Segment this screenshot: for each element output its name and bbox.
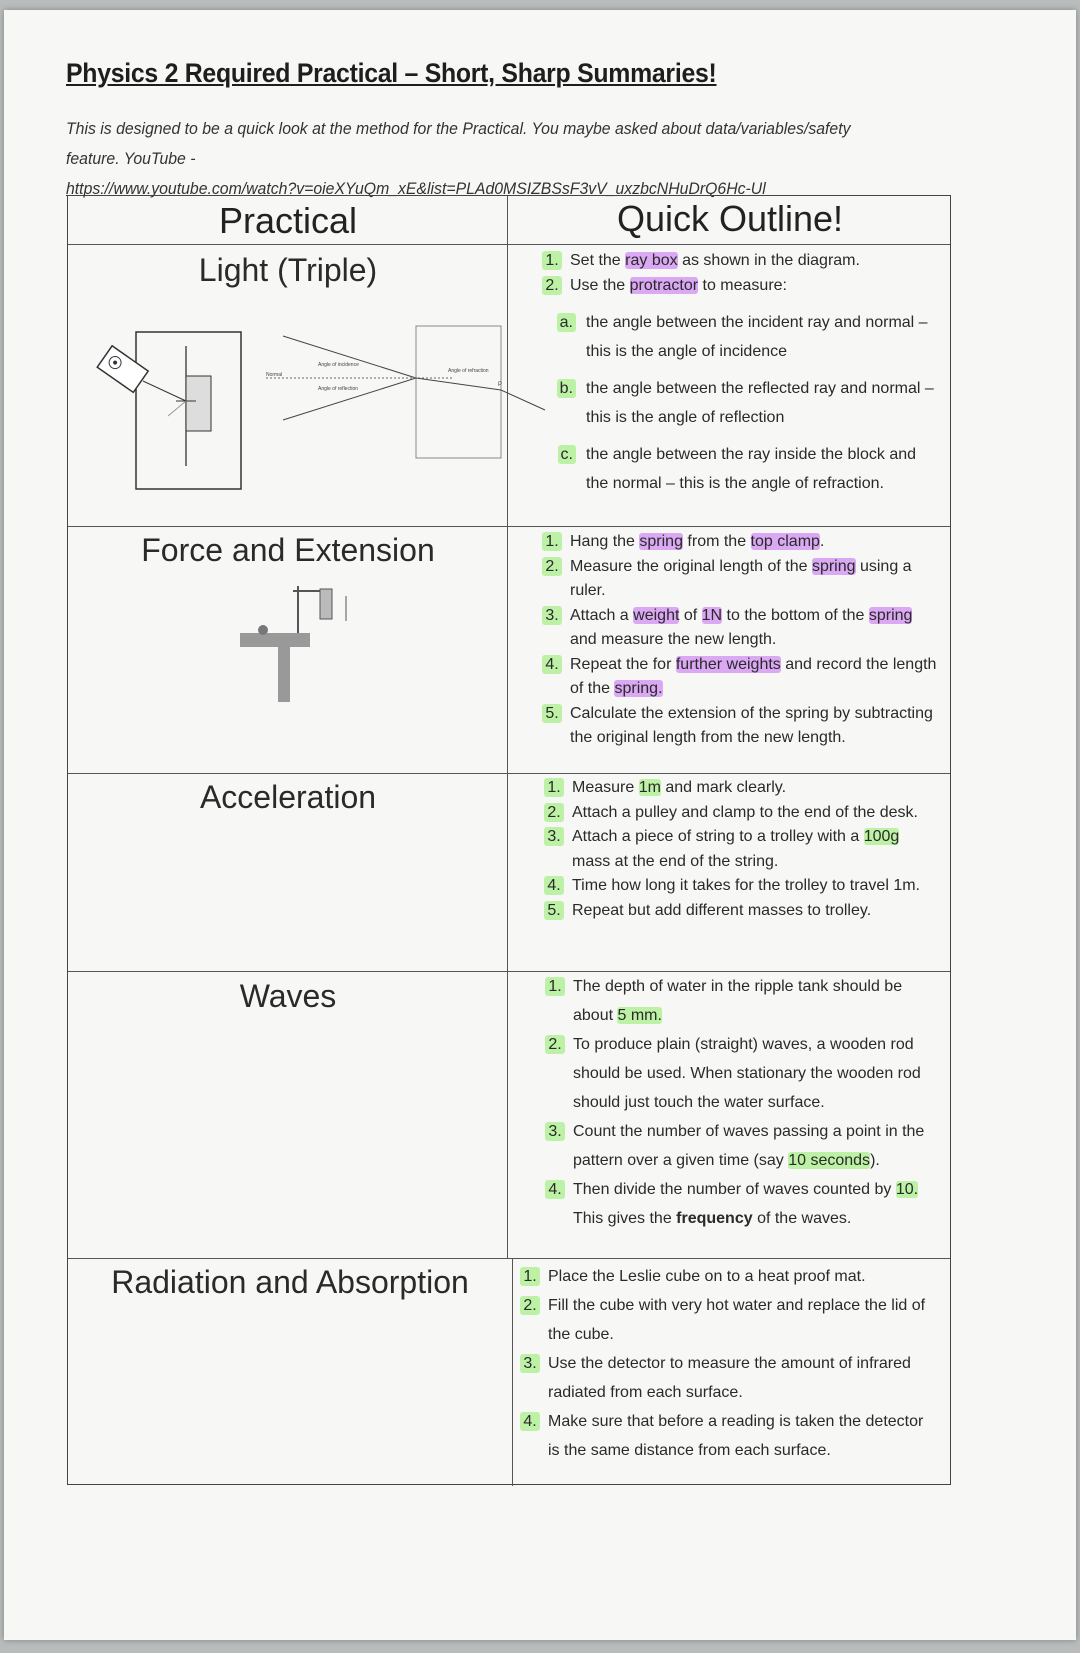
step-text-segment: Make sure that before a reading is taken the detector is the same distance from each surface.	[548, 1413, 924, 1459]
step-text-segment: Time how long it takes for the trolley to travel 1m.	[572, 877, 920, 894]
row-title-force-extension: Force and Extension	[141, 532, 435, 568]
step-number	[540, 899, 572, 924]
step-text	[572, 776, 940, 801]
step-number-text: 4.	[545, 1180, 564, 1199]
steps-waves	[541, 972, 946, 1233]
radiation-step	[516, 1291, 936, 1349]
step-text-segment: of	[679, 606, 702, 624]
step-number	[538, 530, 570, 555]
step-text-segment: Set the	[570, 252, 626, 269]
step-text-segment: Attach a	[570, 606, 634, 624]
highlighted-term: protractor	[629, 277, 699, 294]
acceleration-step	[540, 874, 940, 899]
light-step	[538, 273, 938, 298]
step-number	[538, 555, 570, 604]
steps-light	[538, 248, 938, 506]
step-number	[538, 374, 586, 432]
highlighted-term: spring.	[614, 680, 663, 697]
row-divider	[68, 244, 950, 245]
highlighted-term: top clamp	[750, 533, 820, 550]
step-text	[586, 308, 938, 366]
step-number-text: 1.	[542, 532, 561, 551]
row-divider	[68, 526, 950, 527]
step-number	[541, 972, 573, 1030]
force-step	[538, 604, 938, 653]
step-number	[540, 874, 572, 899]
force-step	[538, 530, 938, 555]
acceleration-step	[540, 899, 940, 924]
intro-sentence: This is designed to be a quick look at the method for the Practical. You maybe asked about data/variables/safety feature. YouTube -	[66, 119, 851, 168]
row-title-light: Light (Triple)	[198, 252, 378, 288]
step-text-segment: The depth of water in the ripple tank should be about	[573, 978, 903, 1024]
ray-box-setup-diagram	[97, 332, 241, 489]
step-text-segment: and mark clearly.	[660, 779, 787, 796]
highlighted-term: 5 mm.	[617, 1007, 662, 1024]
practicals-table	[67, 195, 951, 1485]
radiation-step	[516, 1407, 936, 1465]
step-text-segment: as shown in the diagram.	[677, 252, 860, 269]
intro-text	[66, 114, 866, 204]
step-text-segment: Hang the	[570, 533, 640, 550]
step-number-text: 4.	[542, 655, 561, 674]
step-number	[540, 801, 572, 826]
step-text	[572, 874, 940, 899]
step-text-segment: Attach a piece of string to a trolley with a	[572, 828, 864, 845]
step-text-segment: the angle between the ray inside the block and the normal – this is the angle of refraction.	[586, 446, 917, 492]
waves-step	[541, 1030, 946, 1117]
row-title-waves: Waves	[239, 978, 337, 1014]
step-number-text: 5.	[544, 901, 563, 920]
step-text	[548, 1407, 936, 1465]
step-number-text: 1.	[520, 1267, 539, 1286]
row-divider	[68, 773, 950, 774]
step-text-segment: This gives the	[573, 1210, 677, 1227]
label-incidence: Angle of incidence	[318, 362, 359, 368]
step-text	[570, 604, 938, 653]
highlighted-term: 1N	[701, 606, 723, 624]
step-number-text: 1.	[544, 778, 563, 797]
step-text-segment: frequency	[676, 1210, 753, 1227]
header-quick-outline: Quick Outline!	[616, 198, 844, 239]
step-number-text: 2.	[542, 557, 561, 576]
step-text	[570, 248, 938, 273]
waves-step	[541, 1117, 946, 1175]
step-text-segment: mass at the end of the string.	[572, 852, 779, 870]
step-number-text: 4.	[520, 1412, 539, 1431]
spring-clamp-diagram	[238, 581, 358, 706]
step-text	[573, 1117, 946, 1175]
step-number	[540, 825, 572, 874]
refraction-diagram	[266, 326, 545, 458]
step-number-text: c.	[558, 445, 576, 464]
row-title-acceleration: Acceleration	[199, 779, 377, 815]
step-number-text: 3.	[542, 606, 561, 625]
step-text	[572, 825, 940, 874]
step-number	[538, 604, 570, 653]
step-text	[570, 555, 938, 604]
step-text-segment: Measure	[572, 779, 639, 796]
step-number-text: 1.	[542, 251, 561, 270]
step-text-segment: to measure:	[698, 277, 787, 294]
step-text-segment: using a ruler.	[570, 557, 912, 599]
step-number-text: 3.	[520, 1354, 539, 1373]
step-number	[541, 1175, 573, 1233]
step-text-segment: Measure the original length of the	[570, 557, 812, 575]
step-text	[586, 440, 938, 498]
highlighted-term: further weights	[675, 655, 781, 673]
force-step	[538, 653, 938, 702]
highlighted-term: spring	[811, 557, 856, 575]
step-number	[538, 248, 570, 273]
step-text	[573, 972, 946, 1030]
light-step	[538, 248, 938, 273]
page-title: Physics 2 Required Practical – Short, Sharp Summaries!	[66, 58, 717, 88]
step-text-segment: Fill the cube with very hot water and replace the lid of the cube.	[548, 1297, 926, 1343]
step-text-segment: Repeat the for	[570, 655, 676, 673]
step-text	[548, 1349, 936, 1407]
highlighted-term: ray box	[625, 252, 678, 269]
highlighted-term: weight	[633, 606, 680, 624]
step-text	[570, 273, 938, 298]
step-text-segment: from the	[682, 533, 751, 550]
step-number-text: 4.	[544, 876, 563, 895]
step-number	[540, 776, 572, 801]
label-normal: Normal	[266, 372, 283, 378]
step-number-text: 2.	[520, 1296, 539, 1315]
force-step	[538, 555, 938, 604]
row-title-radiation-absorption: Radiation and Absorption	[111, 1264, 469, 1300]
step-number-text: 5.	[542, 704, 561, 723]
label-refraction: Angle of refraction	[448, 368, 489, 374]
light-sub-step	[538, 374, 938, 432]
highlighted-term: spring	[639, 533, 683, 550]
highlighted-term: 10.	[895, 1181, 919, 1198]
waves-step	[541, 1175, 946, 1233]
step-text-segment: Count the number of waves passing a point in the pattern over a given time (say	[573, 1123, 925, 1169]
step-text-segment: .	[819, 533, 825, 550]
waves-step	[541, 972, 946, 1030]
step-text	[570, 702, 938, 751]
step-text-segment: ).	[870, 1152, 880, 1169]
light-diagram	[98, 296, 503, 496]
acceleration-step	[540, 801, 940, 826]
step-number-text: a.	[557, 313, 576, 332]
column-divider	[512, 1258, 513, 1486]
step-number-text: 2.	[544, 803, 563, 822]
step-text	[570, 653, 938, 702]
step-text-segment: Place the Leslie cube on to a heat proof mat.	[548, 1268, 866, 1285]
highlighted-term: spring	[868, 606, 913, 624]
step-text-segment: Calculate the extension of the spring by subtracting the original length from the new length.	[570, 704, 933, 746]
step-number	[516, 1291, 548, 1349]
step-text-segment: and measure the new length.	[570, 631, 777, 648]
step-number-text: 1.	[545, 977, 564, 996]
step-number-text: b.	[557, 379, 576, 398]
step-text	[572, 801, 940, 826]
step-number	[538, 702, 570, 751]
step-number	[538, 653, 570, 702]
step-number	[538, 308, 586, 366]
light-sub-step	[538, 308, 938, 366]
step-text-segment: Use the	[570, 277, 630, 294]
column-divider	[507, 196, 508, 1258]
step-number	[516, 1407, 548, 1465]
label-reflection: Angle of reflection	[318, 386, 359, 392]
radiation-step	[516, 1262, 936, 1291]
highlighted-term: 1m	[638, 779, 661, 796]
highlighted-term: 10 seconds	[788, 1152, 871, 1169]
step-text-segment: the angle between the incident ray and normal – this is the angle of incidence	[586, 314, 928, 360]
label-p: P	[498, 382, 503, 388]
step-text	[586, 374, 938, 432]
step-number	[516, 1349, 548, 1407]
radiation-step	[516, 1349, 936, 1407]
step-text	[548, 1262, 936, 1291]
step-text	[572, 899, 940, 924]
step-number-text: 2.	[545, 1035, 564, 1054]
steps-force-extension	[538, 530, 938, 751]
step-text-segment: to the bottom of the	[722, 606, 869, 624]
sub-steps	[538, 308, 938, 498]
youtube-link[interactable]: https://www.youtube.com/watch?v=oieXYuQm_xE&list=PLAd0MSIZBSsF3vV_uxzbcNHuDrQ6Hc-Ul	[66, 179, 766, 198]
step-text-segment: Use the detector to measure the amount of infrared radiated from each surface.	[548, 1355, 911, 1401]
step-text	[573, 1175, 946, 1233]
acceleration-step	[540, 776, 940, 801]
step-text-segment: To produce plain (straight) waves, a wooden rod should be used. When stationary the wooden rod should just touch the water surface.	[573, 1036, 921, 1111]
step-number	[516, 1262, 548, 1291]
highlighted-term: 100g	[863, 828, 900, 845]
step-text-segment: of the waves.	[752, 1210, 852, 1227]
step-text-segment: Then divide the number of waves counted by	[573, 1181, 896, 1198]
step-text-segment: Repeat but add different masses to trolley.	[572, 901, 872, 919]
header-practical: Practical	[218, 200, 358, 241]
light-sub-step	[538, 440, 938, 498]
step-text	[548, 1291, 936, 1349]
step-text-segment: Attach a pulley and clamp to the end of the desk.	[572, 803, 918, 821]
step-number	[541, 1117, 573, 1175]
step-number-text: 2.	[542, 276, 561, 295]
step-number	[541, 1030, 573, 1117]
step-number-text: 3.	[545, 1122, 564, 1141]
force-step	[538, 702, 938, 751]
step-text-segment: and record the length of the	[570, 655, 937, 697]
steps-acceleration	[540, 776, 940, 923]
row-divider	[68, 1258, 950, 1259]
step-text-segment: the angle between the reflected ray and normal – this is the angle of reflection	[586, 380, 934, 426]
step-text	[573, 1030, 946, 1117]
step-number-text: 3.	[544, 827, 563, 846]
step-number	[538, 273, 570, 298]
steps-radiation-absorption	[516, 1262, 936, 1465]
acceleration-step	[540, 825, 940, 874]
step-text	[570, 530, 938, 555]
step-number	[538, 440, 586, 498]
